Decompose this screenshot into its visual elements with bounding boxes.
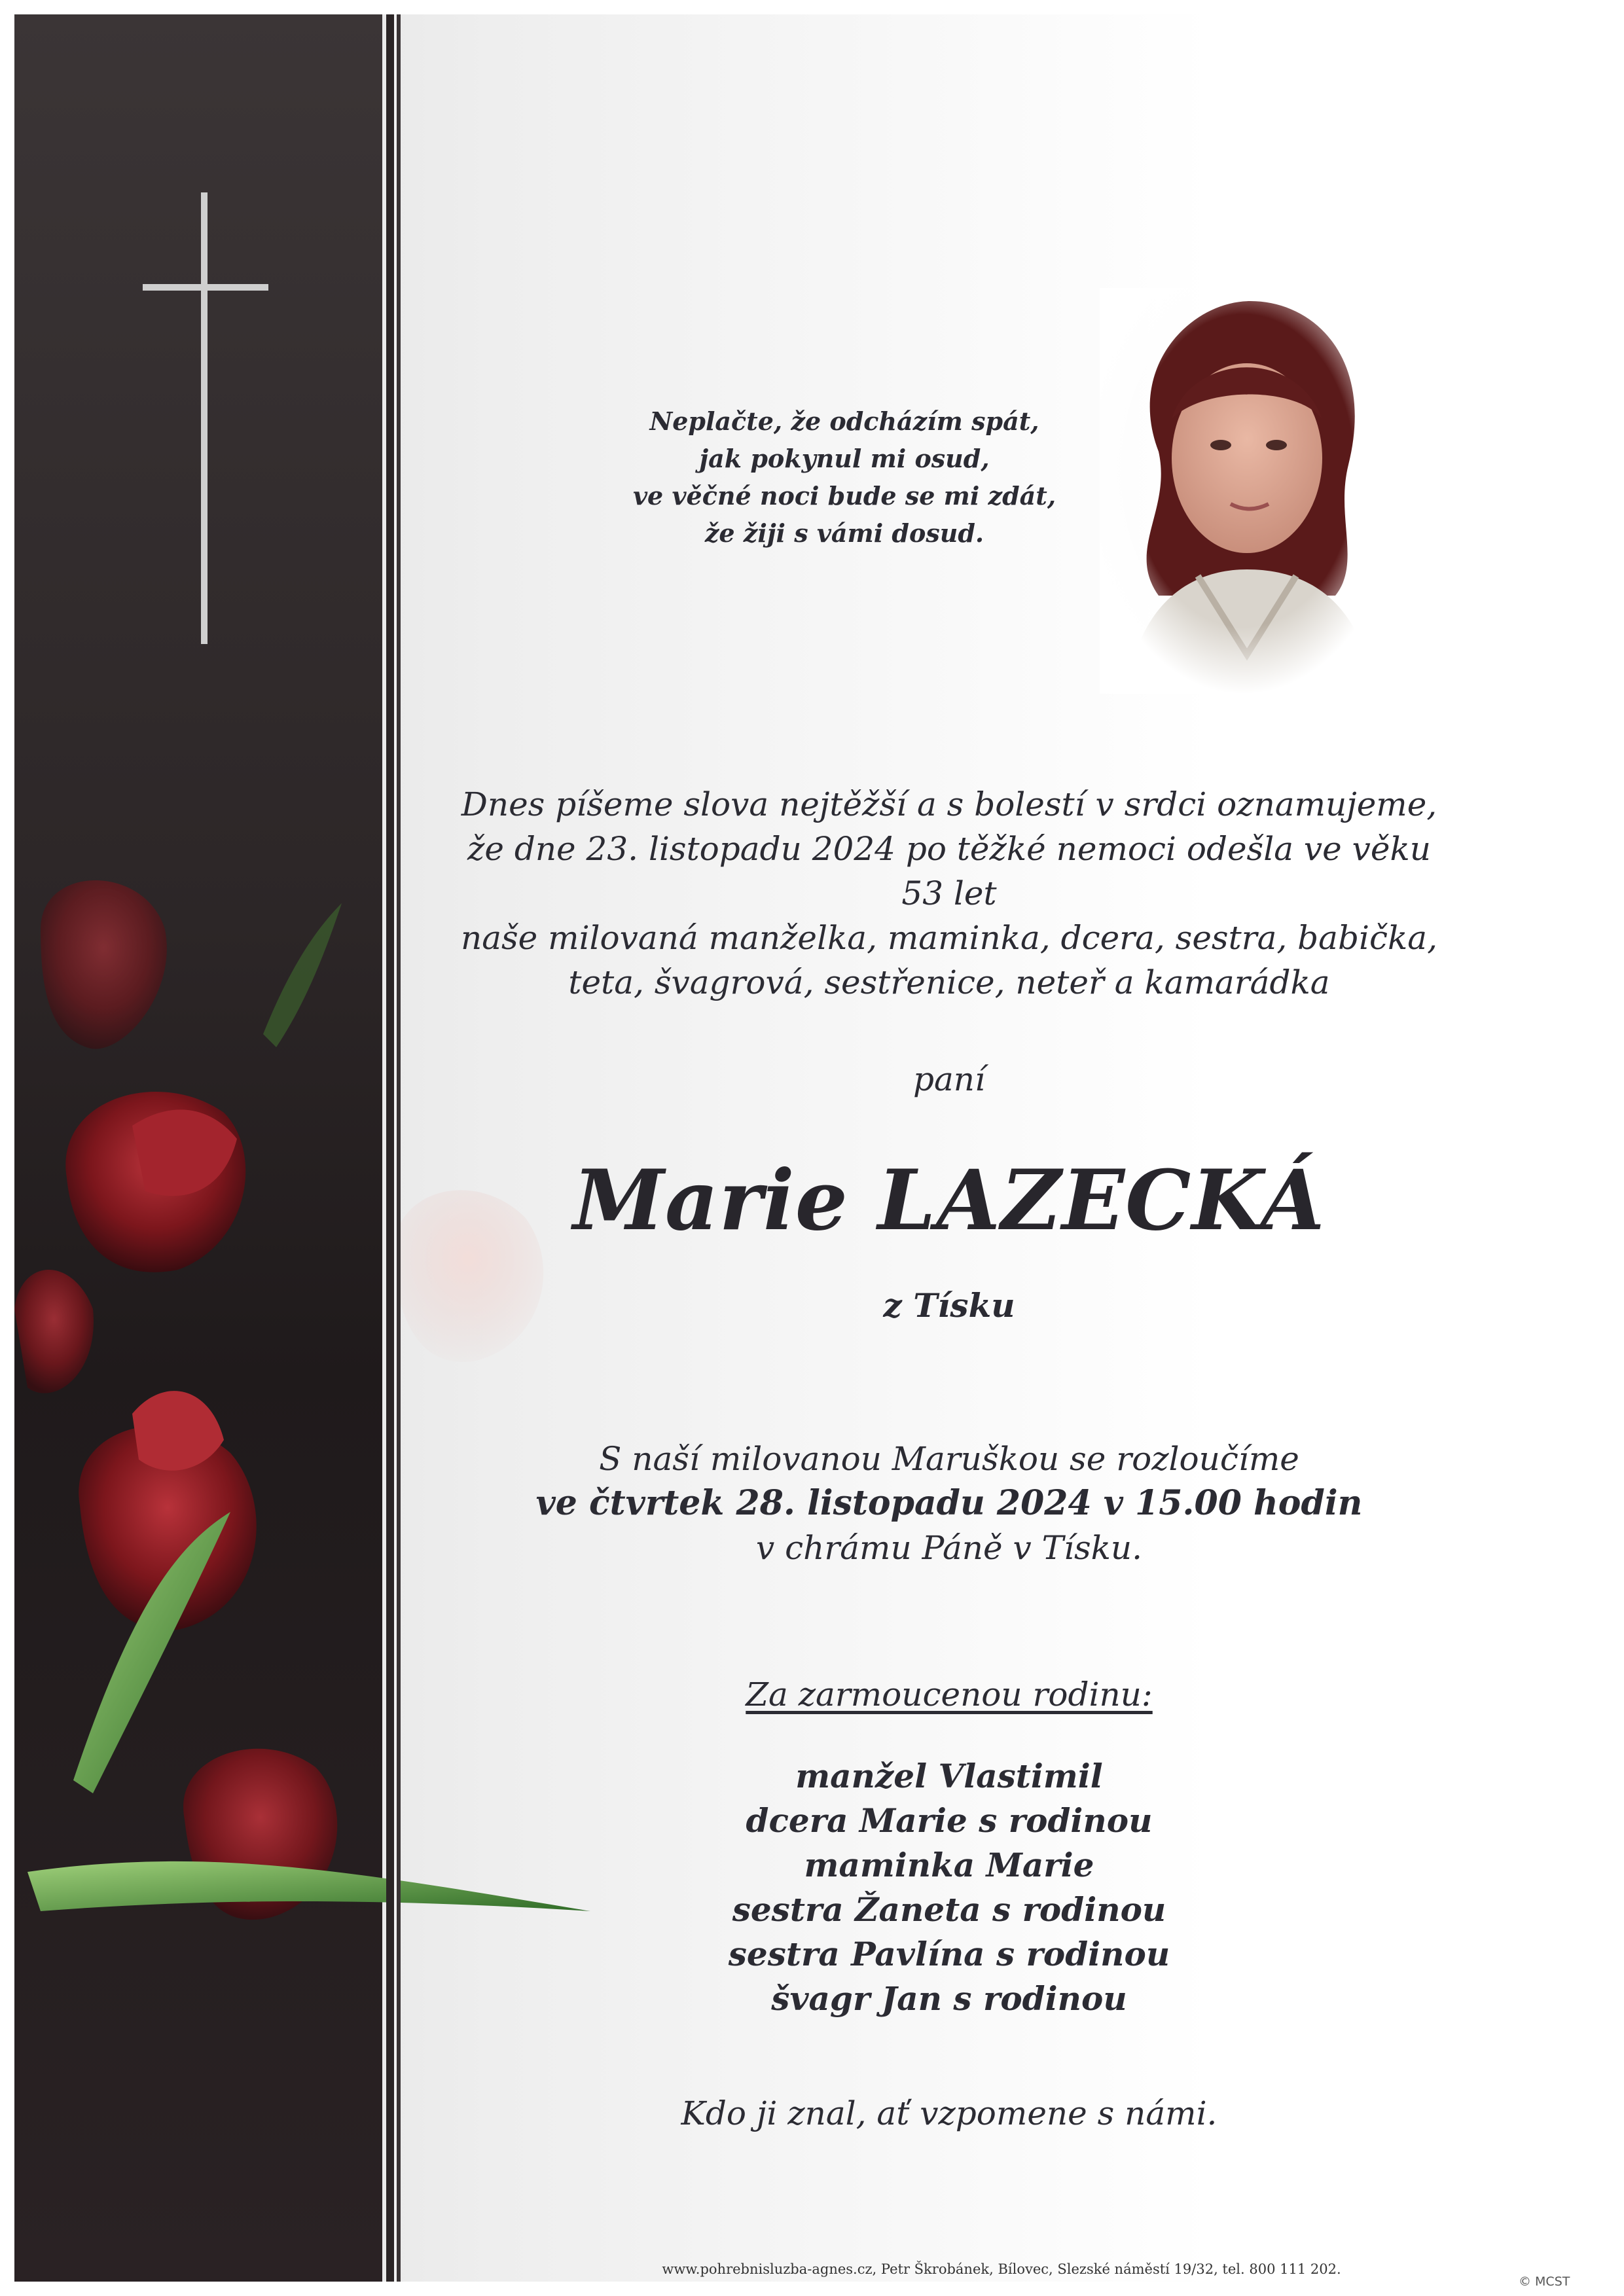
announcement-line: naše milovaná manželka, maminka, dcera, sestra, babička, xyxy=(461,919,1437,957)
family-member: sestra Pavlína s rodinou xyxy=(728,1935,1170,1973)
origin: z Tísku xyxy=(883,1286,1015,1325)
family-heading: Za zarmoucenou rodinu: xyxy=(746,1676,1153,1713)
footer-contact: www.pohrebnisluzba-agnes.cz, Petr Škrobánek, Bílovec, Slezské náměstí 19/32, tel. 800 111 202. xyxy=(662,2261,1341,2277)
family-list xyxy=(655,1754,1244,2021)
cross-icon xyxy=(143,192,268,644)
announcement-line: že dne 23. listopadu 2024 po těžké nemoci odešla ve věku 53 let xyxy=(467,830,1431,912)
farewell-date: ve čtvrtek 28. listopadu 2024 v 15.00 hodin xyxy=(535,1483,1363,1523)
farewell-place: v chrámu Páně v Tísku. xyxy=(756,1529,1142,1567)
closing-line: Kdo ji znal, ať vzpomene s námi. xyxy=(681,2094,1218,2132)
portrait-photo xyxy=(1100,288,1388,694)
vertical-divider-dark xyxy=(386,14,394,2282)
announcement-line: teta, švagrová, sestřenice, neteř a kamarádka xyxy=(568,963,1330,1001)
poem-line: ve věčné noci bude se mi zdát, xyxy=(632,481,1056,511)
poem-line: Neplačte, že odcházím spát, xyxy=(649,406,1039,436)
poem-line: jak pokynul mi osud, xyxy=(699,444,990,473)
vertical-divider-thin xyxy=(397,14,401,2282)
copyright: © MCST xyxy=(1519,2274,1570,2289)
announcement xyxy=(445,782,1453,1005)
family-member: sestra Žaneta s rodinou xyxy=(732,1890,1166,1929)
farewell-line: S naší milovanou Maruškou se rozloučíme xyxy=(599,1440,1299,1478)
farewell-info xyxy=(511,1437,1388,1570)
deceased-name: Marie LAZECKÁ xyxy=(573,1152,1326,1249)
title-prefix: paní xyxy=(912,1060,985,1098)
poem xyxy=(609,403,1080,552)
family-member: švagr Jan s rodinou xyxy=(771,1979,1127,2018)
family-member: maminka Marie xyxy=(804,1846,1094,1884)
family-member: manžel Vlastimil xyxy=(795,1757,1103,1795)
poem-line: že žiji s vámi dosud. xyxy=(704,518,984,548)
family-member: dcera Marie s rodinou xyxy=(746,1801,1153,1840)
announcement-line: Dnes píšeme slova nejtěžší a s bolestí v srdci oznamujeme, xyxy=(461,785,1437,823)
